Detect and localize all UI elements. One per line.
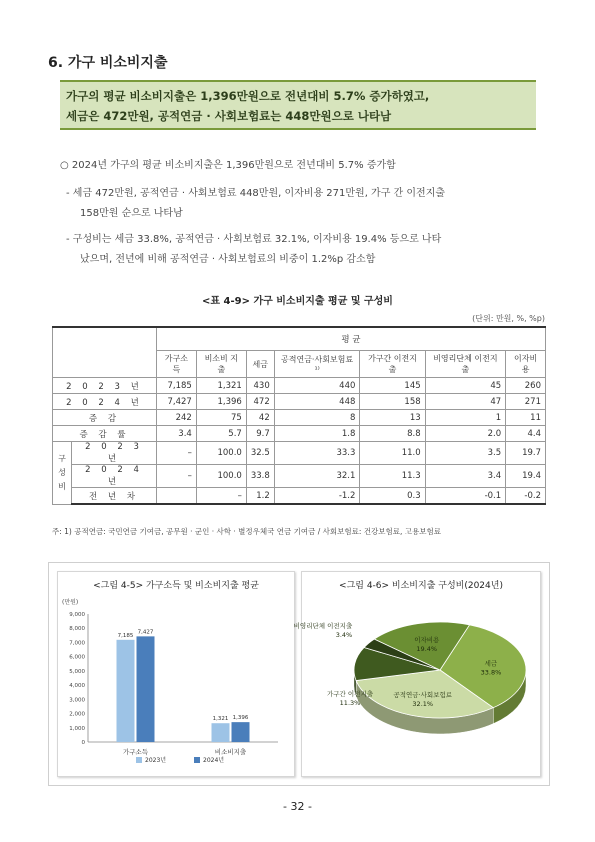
table-row [53,410,546,426]
x-tick-label: 가구소득 [122,748,149,756]
pie-slice-name: 이자비용 [414,636,440,645]
table-row [53,488,546,505]
table-unit: (단위: 만원, %, %p) [472,314,545,323]
table-cell: 430 [246,378,274,394]
table-cell: 1.8 [274,426,360,442]
pie-chart-title: <그림 4-6> 비소비지출 구성비(2024년) [339,581,503,591]
row-label: 2 0 2 4 년 [53,394,157,410]
figure-container [48,562,550,786]
table-cell: 11.0 [360,442,425,465]
table-cell: – [156,465,196,488]
table-cell: 242 [156,410,196,426]
table-cell: 45 [425,378,506,394]
row-label: 증 감 률 [53,426,157,442]
legend-swatch [136,757,142,763]
table-cell: 2.0 [425,426,506,442]
pie-chart-panel [293,571,541,777]
y-tick-label: 8,000 [69,626,85,633]
y-tick-label: 4,000 [69,683,85,690]
table-cell: 260 [506,378,546,394]
row-label: 증 감 [53,410,157,426]
table-group-header: 평 균 [156,327,545,351]
table-cell: 4.4 [506,426,546,442]
table-cell: 3.4 [425,465,506,488]
table-cell: 1 [425,410,506,426]
table-cell: -0.2 [506,488,546,505]
y-tick-label: 5,000 [69,668,85,675]
side-label: 구 성 비 [53,442,72,505]
table-cell: 271 [506,394,546,410]
col-header: 가구간 이전지출 [360,351,425,378]
bar-data-label: 1,396 [232,715,249,722]
y-tick-label: 0 [81,740,85,746]
table-row [53,394,546,410]
pie-slice-value: 19.4% [416,645,438,654]
table-cell: 7,185 [156,378,196,394]
table-cell: 8 [274,410,360,426]
legend-label: 2023년 [145,757,167,764]
y-axis-unit: (만원) [62,599,79,606]
bar [212,723,230,742]
body-paragraph-2-line-2: 158만원 순으로 나타남 [80,208,183,219]
table-row [53,426,546,442]
table-cell: 440 [274,378,360,394]
table-cell: 1,321 [196,378,246,394]
table-cell: 472 [246,394,274,410]
pie-slice-name: 비영리단체 이전지출 [293,622,353,631]
table-cell: 9.7 [246,426,274,442]
col-header: 가구소득 [156,351,196,378]
table-cell: 7,427 [156,394,196,410]
pie-slice-name: 공적연금·사회보험료 [393,691,453,700]
table-caption: <표 4-9> 가구 비소비지출 평균 및 구성비 [202,296,393,307]
col-header: 세금 [246,351,274,378]
table-cell: 3.4 [156,426,196,442]
table-cell: 1,396 [196,394,246,410]
pie-slice-value: 32.1% [412,700,434,709]
table-cell: 32.5 [246,442,274,465]
table-cell: 0.3 [360,488,425,505]
page-number: - 32 - [283,800,312,813]
table-cell: 19.7 [506,442,546,465]
table-cell: 3.5 [425,442,506,465]
bar-chart [58,590,294,776]
table-cell: 11 [506,410,546,426]
table-cell: 11.3 [360,465,425,488]
y-tick-label: 2,000 [69,711,85,718]
table-cell: 47 [425,394,506,410]
table-note: 주: 1) 공적연금: 국민연금 기여금, 공무원 · 군인 · 사학 · 별정우체국 연금 기여금 / 사회보험료: 건강보험료, 고용보험료 [52,527,442,536]
pie-slice-name: 가구간 이전지출 [326,690,374,698]
bar [232,722,250,742]
bar-data-label: 1,321 [212,716,229,723]
table-cell: -1.2 [274,488,360,505]
body-paragraph-2-line-1: - 세금 472만원, 공적연금 · 사회보험료 448만원, 이자비용 271만원, 가구 간 이전지출 [66,188,446,199]
table-row [53,378,546,394]
table-cell: 33.8 [246,465,274,488]
pie-slice-value: 3.4% [335,631,353,640]
table-cell: 145 [360,378,425,394]
section-title: 6. 가구 비소비지출 [48,55,168,71]
table-cell: 8.8 [360,426,425,442]
table-row [53,442,546,465]
row-label: 2 0 2 3 년 [53,378,157,394]
col-header: 비영리단체 이전지출 [425,351,506,378]
table-cell: 13 [360,410,425,426]
table-cell: 32.1 [274,465,360,488]
summary-line-1: 가구의 평균 비소비지출은 1,396만원으로 전년대비 5.7% 증가하였고, [66,89,430,103]
body-paragraph-3-line-1: - 구성비는 세금 33.8%, 공적연금 · 사회보험료 32.1%, 이자비용 19.4% 등으로 나타 [66,234,442,245]
bar-data-label: 7,185 [117,632,134,639]
bar-chart-panel [57,571,295,777]
table-corner-cell [53,327,157,378]
table-cell: – [156,442,196,465]
x-tick-label: 비소비지출 [214,748,247,756]
nonconsumption-table [52,326,546,505]
legend-label: 2024년 [203,757,225,764]
table-cell [156,488,196,505]
pie-slice-name: 세금 [484,659,498,668]
table-cell: 42 [246,410,274,426]
col-header: 공적연금·사회보험료¹⁾ [274,351,360,378]
bar [137,636,155,742]
y-tick-label: 1,000 [69,725,85,732]
body-paragraph-1: ○ 2024년 가구의 평균 비소비지출은 1,396만원으로 전년대비 5.7% 증가함 [60,160,396,171]
row-label: 2 0 2 4 년 [72,465,157,488]
table-cell: 5.7 [196,426,246,442]
y-tick-label: 9,000 [69,612,85,618]
table-cell: 75 [196,410,246,426]
table-cell: 448 [274,394,360,410]
table-cell: 33.3 [274,442,360,465]
pie-slice-value: 33.8% [480,668,502,677]
pie-chart [293,590,540,776]
y-tick-label: 3,000 [69,697,85,704]
table-cell: 158 [360,394,425,410]
y-tick-label: 6,000 [69,654,85,661]
bar-chart-title: <그림 4-5> 가구소득 및 비소비지출 평균 [93,581,259,591]
table-cell: – [196,488,246,505]
table-cell: 100.0 [196,442,246,465]
col-header: 비소비 지출 [196,351,246,378]
bar [117,640,135,742]
table-cell: 100.0 [196,465,246,488]
table-cell: -0.1 [425,488,506,505]
row-label: 전 년 차 [72,488,157,505]
summary-line-2: 세금은 472만원, 공적연금 · 사회보험료는 448만원으로 나타남 [66,109,392,123]
col-header: 이자비용 [506,351,546,378]
table-cell: 1.2 [246,488,274,505]
table-row [53,465,546,488]
y-tick-label: 7,000 [69,640,85,647]
body-paragraph-3-line-2: 났으며, 전년에 비해 공적연금 · 사회보험료의 비중이 1.2%p 감소함 [80,254,376,265]
table-cell: 19.4 [506,465,546,488]
legend-swatch [194,757,200,763]
pie-slice-value: 11.3% [339,699,361,707]
bar-data-label: 7,427 [137,629,154,636]
row-label: 2 0 2 3 년 [72,442,157,465]
summary-box [60,80,536,130]
